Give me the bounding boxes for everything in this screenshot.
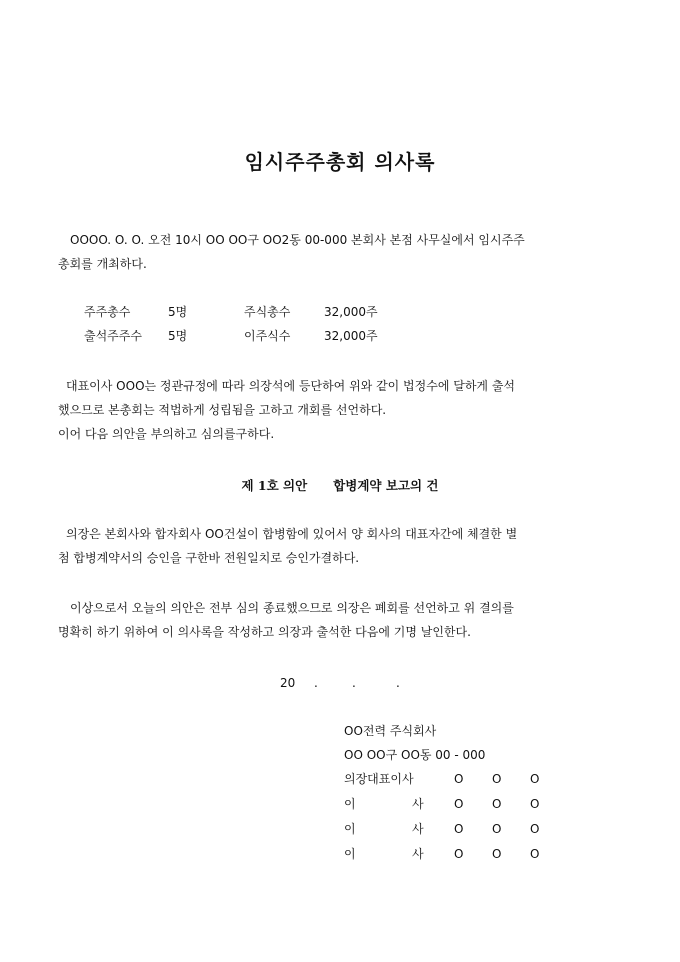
name-mark: O	[454, 822, 464, 836]
agenda-heading	[0, 476, 680, 494]
closing-line-1: 이상으로서 오늘의 의안은 전부 심의 종료했으므로 의장은 폐회를 선언하고 위 결의를	[70, 601, 514, 615]
opening-line-2: 했으므로 본총회는 적법하게 성립됨을 고하고 개회를 선언하다.	[58, 403, 387, 417]
document-title: 임시주주총회 의사록	[244, 150, 436, 174]
date-sep-3: .	[396, 676, 400, 690]
resolution-paragraph	[58, 522, 633, 570]
company-address: OO OO구 OO동 00 - 000	[344, 748, 486, 762]
agenda-subject: 합병계약 보고의 건	[333, 478, 439, 493]
opening-line-1: 대표이사 OOO는 정관규정에 따라 의장석에 등단하여 위와 같이 법정수에 달하게 출석	[66, 379, 516, 393]
opening-paragraph	[58, 374, 633, 446]
name-mark: O	[530, 797, 540, 811]
company-name: OO전력 주식회사	[344, 724, 437, 738]
name-mark: O	[530, 847, 540, 861]
stat-value-attending: 5명	[168, 329, 188, 343]
name-mark: O	[454, 797, 464, 811]
name-mark: O	[530, 772, 540, 786]
signer-title-2: 사	[412, 797, 424, 811]
closing-line-2: 명확히 하기 위하여 이 의사록을 작성하고 의장과 출석한 다음에 기명 날인한다.	[58, 625, 471, 639]
intro-line-1: OOOO. O. O. 오전 10시 OO OO구 OO2동 00-000 본회사 본점 사무실에서 임시주주	[70, 233, 525, 247]
agenda-number: 제 1호 의안	[241, 478, 308, 493]
resolution-line-2: 첨 합병계약서의 승인을 구한바 전원일치로 승인가결하다.	[58, 551, 360, 565]
stat-value-attending-shares: 32,000주	[324, 329, 378, 343]
stat-value-shareholders: 5명	[168, 305, 188, 319]
name-mark: O	[530, 822, 540, 836]
name-mark: O	[492, 847, 502, 861]
signer-title-2: 사	[412, 822, 424, 836]
stat-value-shares: 32,000주	[324, 305, 378, 319]
opening-line-3: 이어 다음 의안을 부의하고 심의를구하다.	[58, 427, 275, 441]
name-mark: O	[492, 797, 502, 811]
intro-line-2: 총회를 개최하다.	[58, 257, 147, 271]
stat-label-attending: 출석주주수	[84, 329, 142, 343]
name-mark: O	[454, 847, 464, 861]
signer-title: 이	[344, 822, 356, 836]
stat-label-shares: 주식총수	[244, 305, 291, 319]
date-sep-1: .	[314, 676, 318, 690]
name-mark: O	[454, 772, 464, 786]
signer-title: 이	[344, 797, 356, 811]
signer-title: 의장대표이사	[344, 772, 414, 786]
date-sep-2: .	[352, 676, 356, 690]
signer-title: 이	[344, 847, 356, 861]
resolution-line-1: 의장은 본회사와 합자회사 OO건설이 합병함에 있어서 양 회사의 대표자간에 체결한 별	[66, 527, 518, 541]
intro-paragraph	[58, 228, 633, 276]
signer-title-2: 사	[412, 847, 424, 861]
date-year: 20	[280, 676, 296, 690]
name-mark: O	[492, 772, 502, 786]
name-mark: O	[492, 822, 502, 836]
stat-label-attending-shares: 이주식수	[244, 329, 291, 343]
stat-label-shareholders: 주주총수	[84, 305, 131, 319]
closing-paragraph	[58, 596, 633, 644]
